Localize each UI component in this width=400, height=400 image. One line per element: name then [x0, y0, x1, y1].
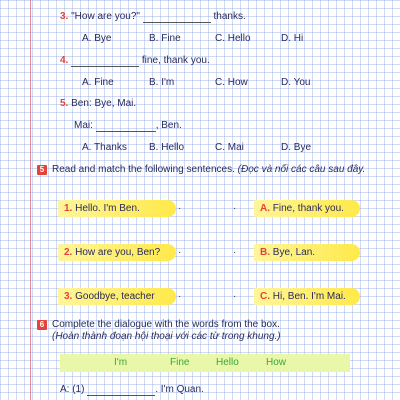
exercise-6-translation: (Hoàn thành đoạn hội thoại với các từ trong khung.) [52, 331, 281, 342]
q5-option-c: C. Mai [215, 142, 244, 153]
question-text-post: thanks. [213, 11, 246, 22]
q4-option-c: C. How [215, 77, 248, 88]
item-text: Hello. I'm Ben. [75, 203, 140, 214]
question-5-line-2 [74, 120, 182, 132]
item-text: Hi, Ben. I'm Mai. [272, 291, 346, 302]
match-dot[interactable]: · [178, 247, 182, 258]
exercise-6-badge: 6 [37, 320, 47, 330]
word-box-item: How [266, 357, 287, 368]
dialogue-post: . I'm Quan. [155, 384, 204, 395]
q5-option-d: D. Bye [281, 142, 312, 153]
word-box [60, 354, 350, 372]
match-dot[interactable]: · [178, 203, 182, 214]
q3-option-d: D. Hi [281, 33, 304, 44]
question-4 [60, 55, 210, 67]
match-dot[interactable]: · [178, 291, 182, 302]
question-number: 4. [60, 55, 69, 66]
match-right-c[interactable] [254, 288, 360, 305]
q4-option-b: B. I'm [149, 77, 175, 88]
match-right-b[interactable] [254, 244, 360, 261]
word-box-item: Fine [170, 357, 190, 368]
item-number: 3. [64, 291, 73, 302]
dialogue-line-1 [60, 384, 204, 396]
match-left-2[interactable] [58, 244, 176, 261]
q4-option-a: A. Fine [82, 77, 114, 88]
match-left-3[interactable] [58, 288, 176, 305]
exercise-5-instruction [52, 164, 365, 176]
exercise-6-instruction: Complete the dialogue with the words from the box. [52, 319, 280, 330]
dialogue-prefix: A: (1) [60, 384, 85, 395]
item-number: 2. [64, 247, 73, 258]
item-text: Goodbye, teacher [75, 291, 155, 302]
question-line-1: Ben: Bye, Mai. [71, 98, 137, 109]
answer-blank [96, 131, 156, 132]
answer-blank[interactable] [87, 395, 155, 396]
match-dot[interactable]: · [233, 247, 237, 258]
match-left-1[interactable] [58, 200, 176, 217]
match-right-a[interactable] [254, 200, 360, 217]
q5-option-a: A. Thanks [82, 142, 127, 153]
question-number: 5. [60, 98, 69, 109]
q4-option-d: D. You [281, 77, 311, 88]
instruction-translation: (Đọc và nối các câu sau đây. [237, 164, 366, 175]
question-5 [60, 98, 136, 110]
match-dot[interactable]: · [233, 291, 237, 302]
q5-option-b: B. Hello [149, 142, 185, 153]
question-text-post: fine, thank you. [141, 55, 210, 66]
item-letter: A. [260, 203, 270, 214]
page-margin-line [30, 0, 31, 400]
answer-blank [71, 66, 139, 67]
question-number: 3. [60, 11, 69, 22]
speaker-label: Mai: [74, 120, 93, 131]
answer-blank [143, 22, 211, 23]
question-3 [60, 11, 246, 23]
word-box-item: I'm [114, 357, 128, 368]
q3-option-b: B. Fine [149, 33, 181, 44]
item-text: How are you, Ben? [75, 247, 161, 258]
question-text-pre: "How are you?" [71, 11, 140, 22]
word-box-item: Hello [216, 357, 239, 368]
item-text: Bye, Lan. [272, 247, 316, 258]
item-text: Fine, thank you. [272, 203, 344, 214]
item-letter: C. [260, 291, 270, 302]
instruction-text: Read and match the following sentences. [52, 164, 235, 175]
exercise-5-badge: 5 [37, 165, 47, 175]
question-text-post: , Ben. [155, 120, 182, 131]
match-dot[interactable]: · [233, 203, 237, 214]
item-letter: B. [260, 247, 270, 258]
item-number: 1. [64, 203, 73, 214]
q3-option-a: A. Bye [82, 33, 112, 44]
q3-option-c: C. Hello [215, 33, 251, 44]
